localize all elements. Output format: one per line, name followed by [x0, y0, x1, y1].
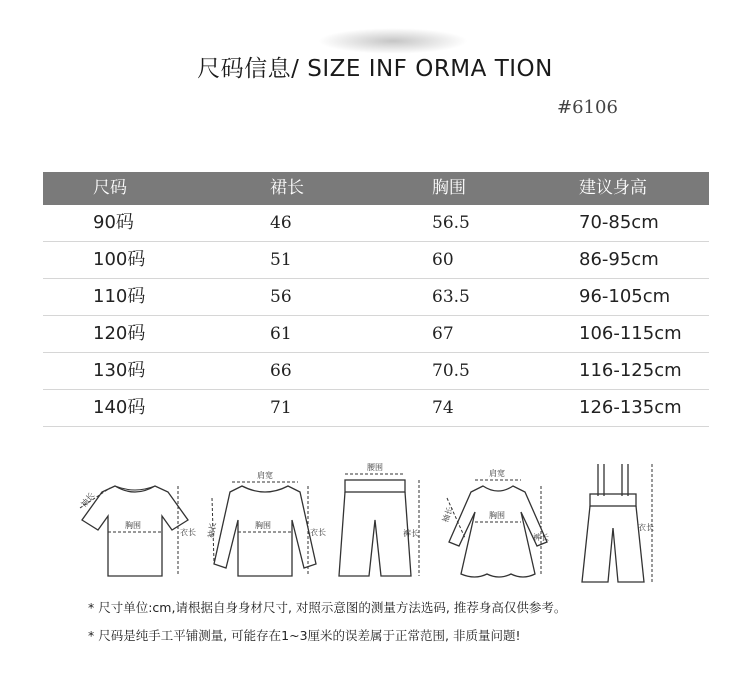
note-tolerance: * 尺码是纯手工平铺测量, 可能存在1~3厘米的误差属于正常范围, 非质量问题! — [88, 628, 521, 643]
cell-size: 110码 — [93, 286, 146, 307]
cell-skirt-length: 51 — [270, 250, 292, 270]
header-height: 建议身高 — [579, 178, 647, 198]
diagram-label-shoulder: 肩宽 — [257, 471, 273, 480]
diagram-label-sleeve: 袖长 — [206, 521, 218, 539]
cell-chest: 67 — [432, 324, 454, 344]
cell-size: 90码 — [93, 212, 134, 233]
diagram-label-shoulder: 肩宽 — [489, 469, 505, 478]
diagram-label-length: 裤长 — [533, 533, 549, 542]
cell-height: 126-135cm — [579, 397, 682, 418]
diagram-label-pants-length: 裤长 — [403, 529, 419, 538]
table-header — [43, 172, 709, 205]
cell-size: 130码 — [93, 360, 146, 381]
cell-skirt-length: 66 — [270, 361, 292, 381]
pants-diagram — [325, 458, 435, 588]
diagram-label-waist: 腰围 — [367, 463, 383, 472]
diagram-label-length: 衣长 — [638, 523, 654, 532]
cell-height: 116-125cm — [579, 360, 682, 381]
table-row — [43, 316, 709, 353]
cell-skirt-length: 46 — [270, 213, 292, 233]
tshirt-diagram — [70, 458, 200, 588]
cell-size: 100码 — [93, 249, 146, 270]
cell-height: 106-115cm — [579, 323, 682, 344]
table-row — [43, 205, 709, 242]
diagram-label-sleeve: 袖长 — [440, 505, 455, 524]
style-code: #6106 — [557, 97, 618, 118]
cell-chest: 56.5 — [432, 213, 470, 233]
diagram-label-length: 衣长 — [180, 528, 196, 537]
cell-size: 140码 — [93, 397, 146, 418]
table-row — [43, 279, 709, 316]
table-row — [43, 390, 709, 427]
cell-skirt-length: 61 — [270, 324, 292, 344]
table-row — [43, 353, 709, 390]
cell-height: 96-105cm — [579, 286, 671, 307]
dress-diagram — [435, 458, 560, 588]
longsleeve-diagram — [200, 458, 330, 588]
diagram-label-chest: 胸围 — [489, 511, 505, 520]
measurement-diagrams — [60, 458, 700, 588]
header-size: 尺码 — [93, 178, 127, 198]
cell-height: 86-95cm — [579, 249, 659, 270]
page-title: 尺码信息/ SIZE INF ORMA TION — [197, 56, 553, 82]
cell-size: 120码 — [93, 323, 146, 344]
diagram-label-chest: 胸围 — [125, 521, 141, 530]
diagram-label-sleeve: 袖长 — [79, 490, 97, 509]
cell-skirt-length: 56 — [270, 287, 292, 307]
cell-chest: 70.5 — [432, 361, 470, 381]
table-row — [43, 242, 709, 279]
cell-chest: 60 — [432, 250, 454, 270]
cell-chest: 63.5 — [432, 287, 470, 307]
cell-skirt-length: 71 — [270, 398, 292, 418]
header-skirt-length: 裙长 — [270, 178, 304, 198]
cell-height: 70-85cm — [579, 212, 659, 233]
diagram-label-length: 衣长 — [310, 528, 326, 537]
diagram-label-chest: 胸围 — [255, 521, 271, 530]
overalls-diagram — [560, 458, 670, 588]
note-unit: * 尺寸单位:cm,请根据自身身材尺寸, 对照示意图的测量方法选码, 推荐身高仅供参考。 — [88, 600, 567, 615]
size-table — [43, 172, 709, 427]
header-chest: 胸围 — [432, 178, 466, 198]
cell-chest: 74 — [432, 398, 454, 418]
